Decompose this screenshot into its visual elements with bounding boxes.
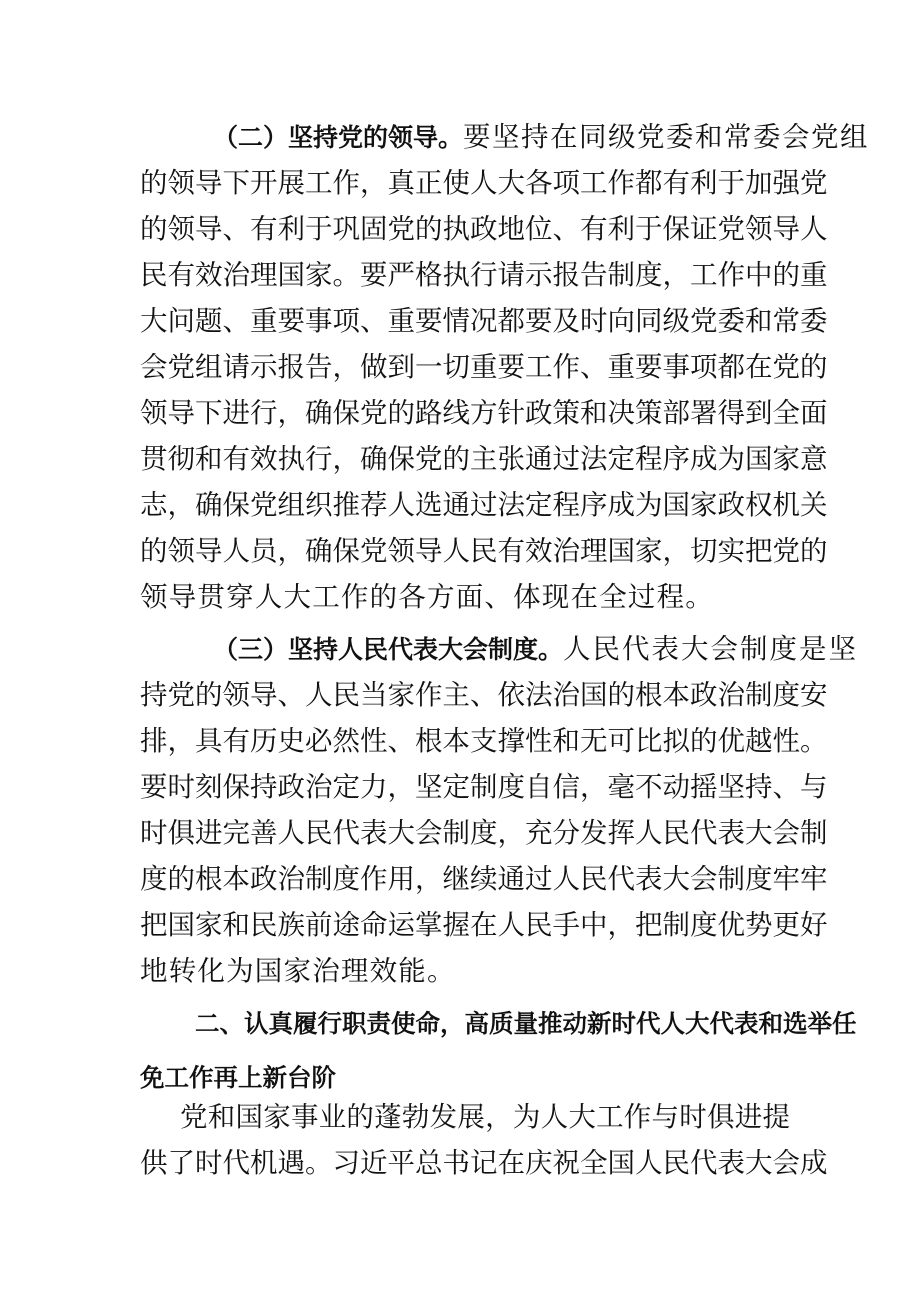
paragraph-line: 贯彻和有效执行，确保党的主张通过法定程序成为国家意: [140, 443, 828, 475]
paragraph-line: 要时刻保持政治定力，坚定制度自信，毫不动摇坚持、与: [140, 771, 828, 803]
paragraph-line: 的领导人员，确保党领导人民有效治理国家，切实把党的: [140, 535, 828, 567]
paragraph-text: 人民代表大会制度是坚: [563, 633, 859, 665]
paragraph-line: 度的根本政治制度作用，继续通过人民代表大会制度牢牢: [140, 863, 828, 895]
paragraph-line: 党和国家事业的蓬勃发展，为人大工作与时俱进提: [180, 1101, 790, 1133]
paragraph-line: 领导下进行，确保党的路线方针政策和决策部署得到全面: [140, 397, 828, 429]
paragraph-line: 地转化为国家治理效能。: [140, 955, 456, 987]
section-heading-line: 二、认真履行职责使命，高质量推动新时代人大代表和选举任: [195, 1009, 857, 1038]
paragraph-line: 的领导、有利于巩固党的执政地位、有利于保证党领导人: [140, 213, 828, 245]
paragraph-line: 志，确保党组织推荐人选通过法定程序成为国家政权机关: [140, 489, 828, 521]
paragraph-line: 持党的领导、人民当家作主、依法治国的根本政治制度安: [140, 679, 828, 711]
paragraph-first-line: [140, 626, 859, 672]
paragraph-line: 大问题、重要事项、重要情况都要及时向同级党委和常委: [140, 305, 828, 337]
paragraph-closing: [140, 1094, 828, 1186]
paragraph-people-congress-system: [140, 626, 859, 994]
section-heading-line: 免工作再上新台阶: [140, 1063, 336, 1092]
paragraph-line: 民有效治理国家。要严格执行请示报告制度，工作中的重: [140, 259, 828, 291]
subsection-heading: （二）坚持党的领导。: [213, 123, 464, 152]
paragraph-party-leadership: [140, 114, 870, 620]
paragraph-line: 的领导下开展工作，真正使人大各项工作都有利于加强党: [140, 167, 828, 199]
subsection-heading: （三）坚持人民代表大会制度。: [213, 635, 564, 664]
paragraph-line: 排，具有历史必然性、根本支撑性和无可比拟的优越性。: [140, 725, 828, 757]
paragraph-line: 时俱进完善人民代表大会制度，充分发挥人民代表大会制: [140, 817, 828, 849]
paragraph-first-line: [140, 114, 870, 160]
paragraph-text: 要坚持在同级党委和常委会党组: [463, 121, 870, 153]
paragraph-line: 会党组请示报告，做到一切重要工作、重要事项都在党的: [140, 351, 828, 383]
paragraph-line: 供了时代机遇。习近平总书记在庆祝全国人民代表大会成: [140, 1147, 828, 1179]
section-heading: [140, 997, 857, 1105]
paragraph-line: 把国家和民族前途命运掌握在人民手中，把制度优势更好: [140, 909, 828, 941]
paragraph-line: 领导贯穿人大工作的各方面、体现在全过程。: [140, 581, 714, 613]
